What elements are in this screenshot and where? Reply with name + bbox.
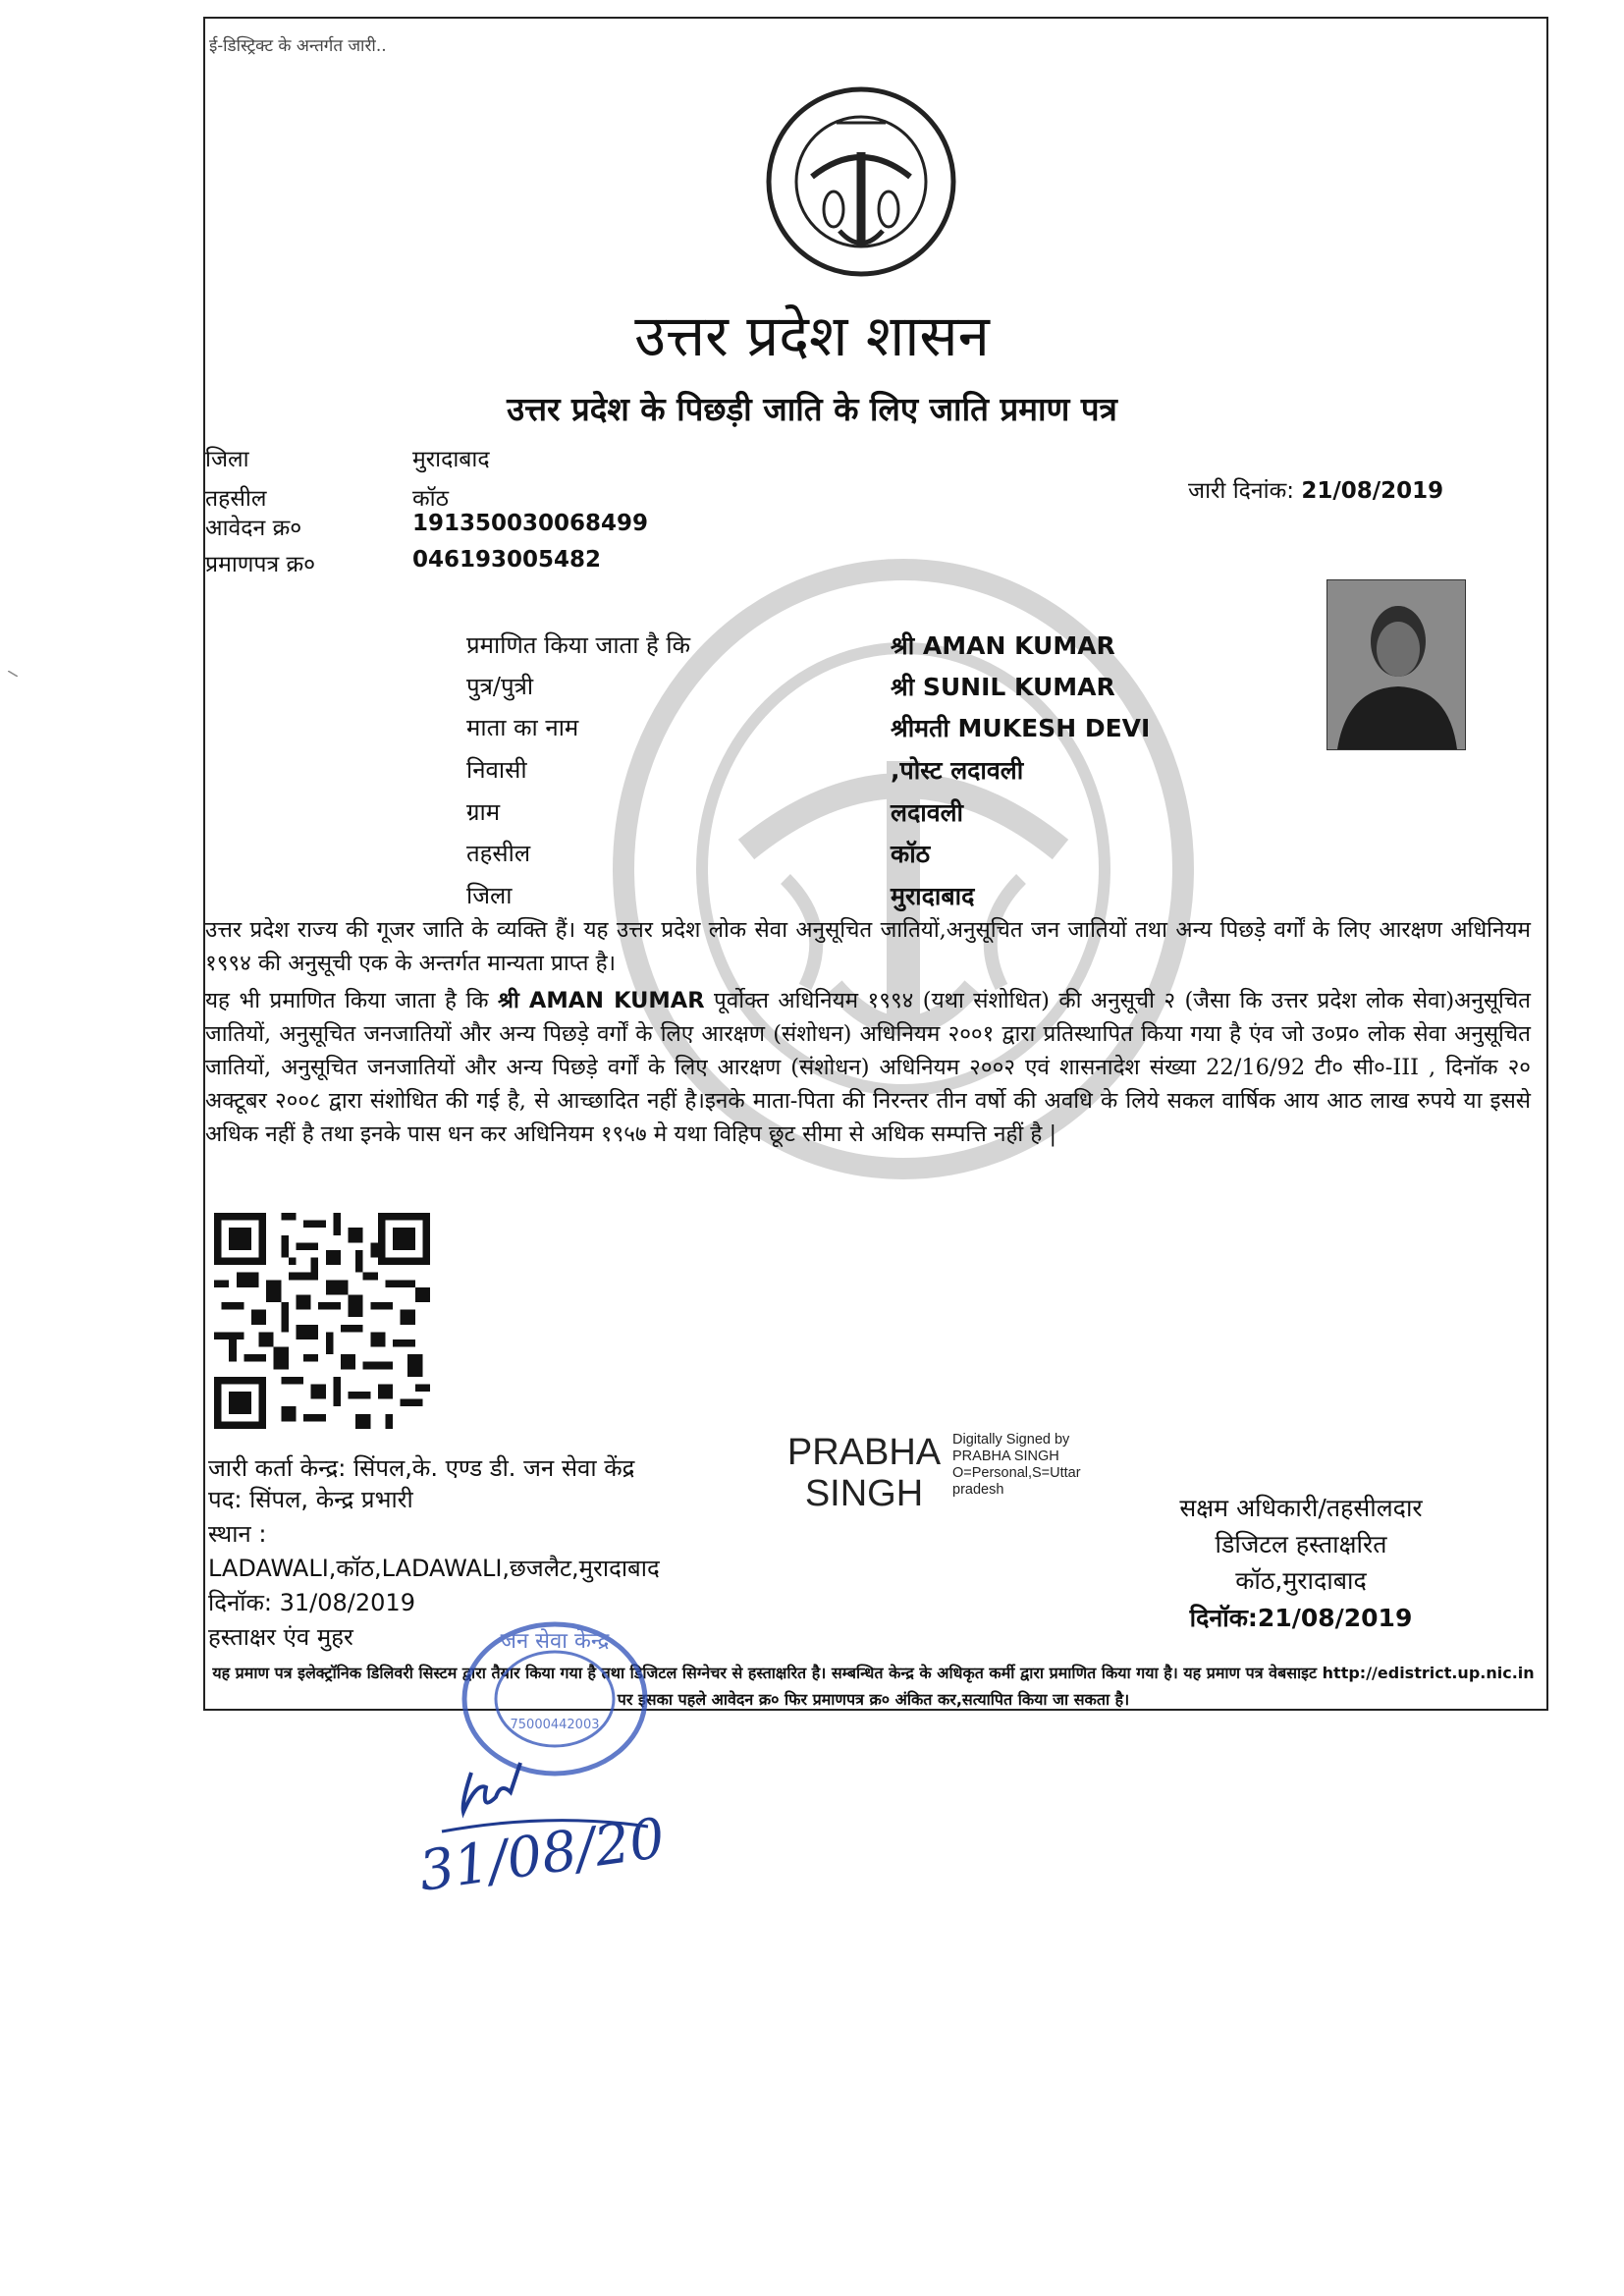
handwritten-signature	[403, 1743, 687, 1910]
caste-declaration-paragraph: उत्तर प्रदेश राज्य की गूजर जाति के व्यक्ति हैं। यह उत्तर प्रदेश लोक सेवा अनुसूचित जातियों,अनुसूचित जन जातियों तथा अन्य पिछड़े वर्गों के लिए आरक्षण अधिनियम १९९४ की अनुसूची एक के अन्तर्गत मान्यता प्राप्त है।	[205, 917, 1531, 976]
district-label: जिला	[205, 447, 249, 472]
son-of-label: पुत्र/पुत्री	[466, 673, 534, 700]
issue-date-value: 21/08/2019	[1301, 478, 1444, 504]
authority-title: सक्षम अधिकारी/तहसीलदार	[1179, 1494, 1423, 1522]
sig-meta-line: Digitally Signed by	[952, 1432, 1070, 1448]
place-label: स्थान :	[208, 1520, 267, 1548]
sig-meta-line: PRABHA SINGH	[952, 1449, 1059, 1464]
authority-place: कॉठ,मुरादाबाद	[1235, 1566, 1367, 1595]
para2-intro: यह भी प्रमाणित किया जाता है कि	[205, 988, 499, 1013]
qr-code-icon	[214, 1213, 430, 1429]
sig-meta-line: O=Personal,S=Uttar	[952, 1465, 1081, 1481]
para2-name: श्री AMAN KUMAR	[498, 988, 705, 1013]
issuing-centre: जारी कर्ता केन्द्र: सिंपल,के. एण्ड डी. जन सेवा केंद्र	[208, 1454, 635, 1482]
signer-name-line1: PRABHA	[786, 1432, 942, 1473]
signature-details	[952, 1432, 1129, 1499]
district-value: मुरादाबाद	[412, 447, 490, 472]
applicant-photo	[1326, 579, 1466, 750]
issue-date-label: जारी दिनांक:	[1188, 478, 1295, 504]
person-photo-icon	[1327, 580, 1465, 749]
edistrict-note: ई-डिस्ट्रिक्ट के अन्तर्गत जारी..	[209, 36, 387, 56]
signature-seal-label: हस्ताक्षर एंव मुहर	[208, 1623, 353, 1651]
father-name: श्री SUNIL KUMAR	[891, 673, 1115, 701]
tehsil-value: कॉठ	[412, 486, 449, 512]
authority-digital-signed: डिजिटल हस्ताक्षरित	[1215, 1530, 1387, 1558]
authority-date: दिनॉक:21/08/2019	[1189, 1604, 1413, 1632]
up-government-emblem-icon	[763, 83, 959, 280]
scan-mark-icon	[8, 671, 18, 677]
seal-text: जन सेवा केन्द्र	[500, 1629, 610, 1654]
application-no-value: 191350030068499	[412, 511, 649, 536]
certificate-no-label: प्रमाणपत्र क्र०	[205, 552, 316, 577]
verification-footer: यह प्रमाण पत्र इलेक्ट्रॉनिक डिलिवरी सिस्टम द्वारा तैयार किया गया है तथा डिजिटल सिग्नेचर से हस्ताक्षरित है। सम्बन्धित केन्द्र के अधिकृत कर्मी द्वारा प्रमाणित किया गया है। यह प्रमाण पत्र वेबसाइट http://edistrict.up.nic.in पर इसका पहले आवेदन क्र० फिर प्रमाणपत्र क्र० अंकित कर,सत्यापित किया जा सकता है।	[212, 1664, 1535, 1709]
certificate-subtitle: उत्तर प्रदेश के पिछड़ी जाति के लिए जाति प्रमाण पत्र	[507, 390, 1117, 428]
handwritten-date: 31/08/20	[414, 1806, 670, 1904]
person-district-value: मुरादाबाद	[891, 882, 975, 910]
income-declaration-paragraph	[205, 984, 1531, 1151]
issuer-place: LADAWALI,कॉठ,LADAWALI,छजलैट,मुरादाबाद	[208, 1555, 660, 1582]
sig-meta-line: pradesh	[952, 1482, 1004, 1498]
issue-date	[1188, 473, 1443, 505]
application-no-label: आवेदन क्र०	[205, 516, 302, 541]
tehsil-label: तहसील	[205, 486, 267, 512]
person-tehsil-label: तहसील	[466, 840, 531, 867]
issuer-date: दिनॉक: 31/08/2019	[208, 1589, 415, 1616]
resident-label: निवासी	[466, 756, 527, 784]
seal-code: 75000442003	[510, 1718, 600, 1732]
signer-name-line2: SINGH	[804, 1473, 924, 1514]
issuer-post: पद: सिंपल, केन्द्र प्रभारी	[208, 1486, 413, 1513]
certified-label: प्रमाणित किया जाता है कि	[466, 631, 691, 659]
village-value: लदावली	[891, 798, 964, 827]
certificate-title: उत्तर प्रदेश शासन	[634, 302, 990, 369]
person-district-label: जिला	[466, 882, 513, 909]
mother-name: श्रीमती MUKESH DEVI	[891, 714, 1151, 742]
para2-body: पूर्वोक्त अधिनियम १९९४ (यथा संशोधित) की अनुसूची २ (जैसा कि उत्तर प्रदेश लोक सेवा)अनुसूचित जातियों, अनुसूचित जनजातियों और अन्य पिछड़े वर्गों के लिए आरक्षण (संशोधन) अधिनियम २००१ द्वारा प्रतिस्थापित किया गया है एंव जो उ०प्र० लोक सेवा अनुसूचित जातियों, अनुसूचित जनजातियों और अन्य पिछड़े वर्गों के लिए आरक्षण (संशोधन) अधिनियम २००२ एवं शासनादेश संख्या 22/16/92 टी० सी०-III , दिनॉक २० अक्टूबर २००८ द्वारा संशोधित की गई है, से आच्छादित नहीं है।इनके माता-पिता की निरन्तर तीन वर्षो की अवधि के लिये सकल वार्षिक आय आठ लाख रुपये या इससे अधिक नहीं है तथा इनके पास धन कर अधिनियम १९५७ मे यथा विहिप छूट सीमा से अधिक सम्पत्ति नहीं है |	[205, 988, 1531, 1147]
applicant-name: श्री AMAN KUMAR	[891, 631, 1115, 660]
resident-value: ,पोस्ट लदावली	[891, 756, 1024, 785]
certificate-no-value: 046193005482	[412, 547, 602, 573]
person-tehsil-value: कॉठ	[891, 840, 931, 868]
mother-name-label: माता का नाम	[466, 714, 579, 741]
village-label: ग्राम	[466, 798, 501, 826]
digital-signature	[781, 1432, 1081, 1514]
